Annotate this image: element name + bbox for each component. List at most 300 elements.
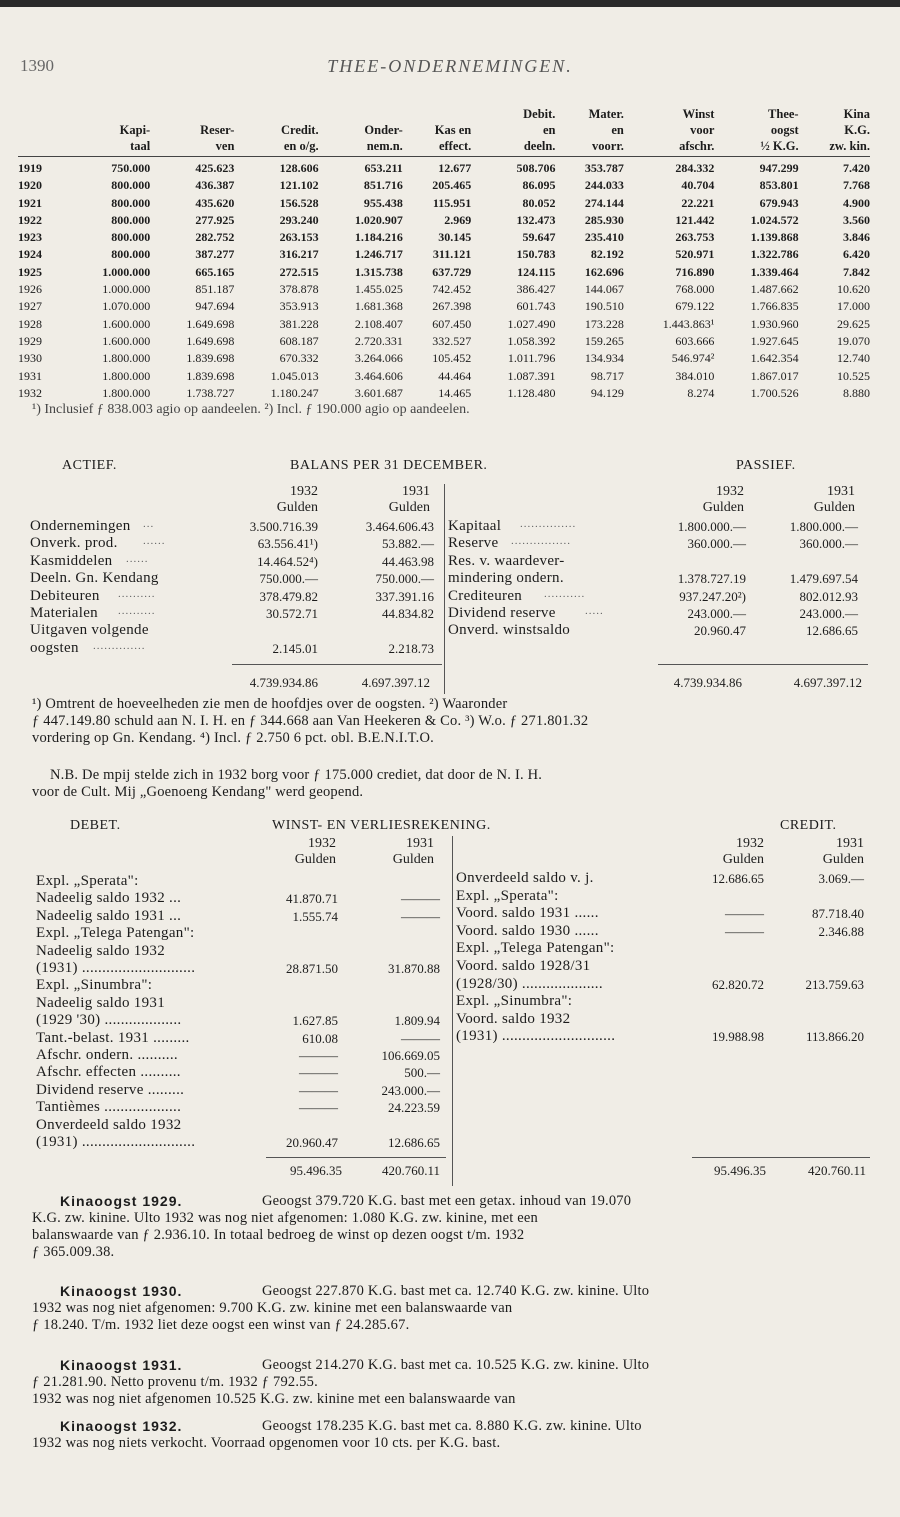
- column-header: afschr.: [624, 138, 715, 157]
- debet-label: Tantièmes ...................: [36, 1099, 182, 1116]
- debet-value-1931: 12.686.65: [388, 1135, 440, 1150]
- debet-label: (1931) ............................: [36, 1134, 196, 1150]
- passief-label: Reserve: [448, 535, 499, 552]
- debet-value-1932: ———: [299, 1048, 338, 1063]
- column-header: nem.n.: [319, 138, 403, 157]
- value-cell: 1.020.907: [354, 212, 403, 227]
- value-cell: 134.934: [584, 351, 624, 366]
- statistics-table: [18, 106, 870, 402]
- value-cell: 277.925: [195, 212, 235, 227]
- debet-value-1931: 500.—: [404, 1065, 440, 1081]
- leader-dots: ......: [143, 535, 166, 548]
- column-header: oogst: [770, 123, 799, 137]
- debet-label: Dividend reserve .........: [36, 1081, 185, 1098]
- passief-label: Dividend reserve: [448, 605, 556, 621]
- value-cell: 1.738.727: [186, 385, 235, 400]
- year-cell: 1932: [18, 385, 42, 400]
- value-cell: 750.000: [111, 161, 151, 175]
- value-cell: 1.443.863¹: [662, 316, 715, 331]
- leader-dots: ...........: [544, 587, 586, 600]
- actief-label: Kasmiddelen: [30, 552, 113, 569]
- credit-label: Voord. saldo 1932: [456, 1010, 571, 1027]
- value-cell: 205.465: [432, 178, 472, 193]
- credit-col-1932: 1932 Gulden: [722, 836, 764, 867]
- credit-total-1931: 420.760.11: [807, 1163, 866, 1178]
- value-cell: 332.527: [432, 333, 472, 348]
- credit-label: Voord. saldo 1930 ......: [456, 922, 599, 939]
- year-cell: 1930: [18, 351, 42, 366]
- leader-dots: ..........: [118, 587, 156, 600]
- value-cell: 285.930: [584, 212, 624, 227]
- statistics-row: [18, 385, 870, 402]
- value-cell: 190.510: [584, 299, 624, 314]
- credit-value-1932: ———: [725, 906, 764, 922]
- value-cell: 1.024.572: [750, 212, 799, 227]
- column-header: ½ K.G.: [714, 138, 798, 157]
- value-cell: 121.442: [675, 212, 715, 227]
- kina-line: Geoogst 227.870 K.G. bast met ca. 12.740 K.G. zw. kinine. Ulto: [262, 1283, 650, 1299]
- credit-label: Voord. saldo 1928/31: [456, 958, 591, 974]
- passief-value-1932: 1.800.000.—: [677, 519, 746, 534]
- passief-value-1932: 937.247.20²): [679, 588, 746, 604]
- value-cell: 7.842: [843, 264, 870, 279]
- debet-label: Afschr. effecten ..........: [36, 1064, 181, 1081]
- passief-value-1931: 243.000.—: [799, 606, 858, 621]
- credit-label: Expl. „Telega Patengan":: [456, 940, 615, 957]
- debet-value-1932: 20.960.47: [286, 1135, 338, 1150]
- credit-value-1932: 62.820.72: [712, 976, 764, 992]
- statistics-row: [18, 195, 870, 212]
- value-cell: 144.067: [584, 282, 624, 297]
- value-cell: 44.464: [438, 368, 472, 383]
- value-cell: 853.801: [759, 178, 799, 193]
- value-cell: 1.000.000: [102, 264, 151, 279]
- value-cell: 22.221: [681, 195, 715, 210]
- leader-dots: ..............: [93, 639, 146, 652]
- value-cell: 156.528: [279, 195, 319, 210]
- value-cell: 1.839.698: [186, 368, 235, 383]
- passief-value-1932: 1.378.727.19: [677, 571, 746, 587]
- value-cell: 4.900: [843, 195, 870, 210]
- statistics-header-row: [18, 138, 870, 157]
- pl-right-title: CREDIT.: [780, 818, 837, 833]
- actief-label: Uitgaven volgende: [30, 622, 149, 639]
- value-cell: 128.606: [279, 161, 319, 175]
- kina-line: ƒ 21.281.90. Netto provenu t/m. 1932 ƒ 792.55.: [32, 1374, 318, 1390]
- column-header: Credit.: [280, 123, 319, 137]
- column-header: [66, 106, 150, 122]
- statistics-row: [18, 212, 870, 229]
- value-cell: 947.694: [195, 299, 235, 314]
- debet-value-1931: ———: [401, 891, 440, 907]
- debet-value-1932: 41.870.71: [286, 891, 338, 907]
- debet-total-rule: [266, 1157, 446, 1158]
- value-cell: 94.129: [590, 385, 624, 400]
- credit-label: (1931) ............................: [456, 1028, 616, 1045]
- passief-value-1931: 12.686.65: [806, 623, 858, 639]
- passief-label: Kapitaal: [448, 518, 502, 534]
- credit-value-1932: 12.686.65: [712, 871, 764, 886]
- column-header: en: [542, 123, 556, 137]
- value-cell: 1.058.392: [507, 333, 556, 348]
- value-cell: 124.115: [517, 264, 556, 279]
- column-header: effect.: [403, 138, 471, 157]
- leader-dots: ...............: [520, 518, 577, 530]
- value-cell: 608.187: [279, 333, 319, 348]
- statistics-row: [18, 246, 870, 263]
- debet-value-1932: 1.555.74: [292, 908, 338, 924]
- year-cell: 1920: [18, 178, 42, 193]
- kina-line: 1932 was nog niet afgenomen: 9.700 K.G. zw. kinine met een balanswaarde van: [32, 1300, 513, 1316]
- passief-value-1932: 360.000.—: [687, 536, 746, 552]
- leader-dots: ................: [511, 535, 571, 548]
- value-cell: 8.274: [687, 385, 715, 400]
- leader-dots: ..........: [118, 605, 156, 617]
- kina-line: 1932 was nog niets verkocht. Voorraad opgenomen voor 10 cts. per K.G. bast.: [32, 1435, 501, 1451]
- value-cell: 800.000: [111, 178, 151, 193]
- value-cell: 3.464.606: [354, 368, 403, 383]
- debet-label: Expl. „Sinumbra":: [36, 977, 153, 994]
- value-cell: 82.192: [590, 247, 624, 262]
- value-cell: 670.332: [279, 351, 319, 366]
- value-cell: 1.766.835: [750, 299, 799, 314]
- value-cell: 311.121: [432, 247, 472, 262]
- value-cell: 30.145: [438, 230, 472, 245]
- balance-title: BALANS PER 31 DECEMBER.: [290, 458, 488, 473]
- value-cell: 159.265: [584, 333, 624, 348]
- value-cell: 1.681.368: [354, 299, 403, 314]
- pl-left-title: DEBET.: [70, 818, 121, 833]
- value-cell: 387.277: [195, 247, 235, 262]
- column-header: Mater.: [588, 107, 624, 121]
- value-cell: 1.600.000: [102, 316, 151, 331]
- debet-label: (1929 '30) ...................: [36, 1012, 182, 1029]
- value-cell: 1.487.662: [750, 282, 799, 297]
- value-cell: 1.455.025: [354, 282, 403, 297]
- debet-value-1932: 1.627.85: [292, 1013, 338, 1029]
- value-cell: 263.753: [675, 230, 715, 245]
- value-cell: 851.716: [363, 178, 403, 193]
- credit-label: Voord. saldo 1931 ......: [456, 905, 599, 922]
- value-cell: 665.165: [195, 264, 235, 279]
- value-cell: 1.246.717: [354, 247, 403, 262]
- value-cell: 3.601.687: [354, 385, 403, 400]
- year-cell: 1919: [18, 161, 42, 175]
- passief-total-1932: 4.739.934.86: [673, 675, 742, 690]
- value-cell: 637.729: [432, 264, 472, 279]
- value-cell: 1.045.013: [270, 368, 319, 383]
- value-cell: 520.971: [675, 247, 715, 262]
- leader-dots: ...: [143, 518, 155, 530]
- debet-value-1931: 1.809.94: [394, 1013, 440, 1029]
- debet-value-1931: 106.669.05: [381, 1048, 440, 1063]
- value-cell: 284.332: [675, 161, 715, 175]
- page-number: 1390: [20, 56, 54, 75]
- value-cell: 386.427: [516, 282, 556, 297]
- debet-value-1932: ———: [299, 1082, 338, 1098]
- actief-value-1931: 337.391.16: [375, 588, 434, 604]
- value-cell: 86.095: [522, 178, 556, 193]
- actief-value-1932: 2.145.01: [272, 640, 318, 656]
- statistics-row: [18, 298, 870, 315]
- kina-heading: Kinaoogst 1932.: [60, 1418, 183, 1434]
- value-cell: 381.228: [279, 316, 319, 331]
- value-cell: 353.913: [279, 299, 319, 314]
- column-header: ven: [150, 138, 234, 157]
- column-header: [18, 122, 66, 138]
- statistics-footnote: ¹) Inclusief ƒ 838.003 agio op aandeelen. ²) Incl. ƒ 190.000 agio op aandeelen.: [32, 402, 470, 417]
- year-cell: 1931: [18, 368, 42, 383]
- kina-heading: Kinaoogst 1930.: [60, 1283, 183, 1299]
- value-cell: 105.452: [432, 351, 472, 366]
- value-cell: 6.420: [843, 247, 870, 262]
- value-cell: 274.144: [584, 195, 624, 210]
- actief-value-1932: 750.000.—: [259, 571, 318, 587]
- value-cell: 1.322.786: [750, 247, 799, 262]
- column-header: Thee-: [768, 107, 799, 121]
- kina-line: ƒ 18.240. T/m. 1932 liet deze oogst een winst van ƒ 24.285.67.: [32, 1317, 410, 1333]
- actief-label: Debiteuren: [30, 587, 100, 604]
- passief-col-1931: 1931 Gulden: [813, 484, 855, 515]
- value-cell: 7.768: [843, 178, 870, 193]
- value-cell: 679.943: [759, 195, 799, 210]
- column-header: [234, 106, 318, 122]
- debet-label: Tant.-belast. 1931 .........: [36, 1029, 190, 1046]
- pl-divider: [452, 836, 453, 1186]
- value-cell: 1.839.698: [186, 351, 235, 366]
- nb-line-1: N.B. De mpij stelde zich in 1932 borg voor ƒ 175.000 crediet, dat door de N. I. H.: [50, 767, 543, 783]
- debet-label: Nadeelig saldo 1931 ...: [36, 907, 182, 924]
- value-cell: 1.315.738: [354, 264, 403, 279]
- debet-value-1932: 610.08: [302, 1030, 338, 1046]
- value-cell: 1.800.000: [102, 385, 151, 400]
- nb-line-2: voor de Cult. Mij „Goenoeng Kendang" werd geopend.: [32, 784, 364, 800]
- column-header: voorr.: [555, 138, 623, 157]
- top-edge: [0, 0, 900, 7]
- passief-value-1932: 20.960.47: [694, 623, 746, 639]
- debet-label: Nadeelig saldo 1931: [36, 994, 166, 1011]
- value-cell: 955.438: [363, 195, 403, 210]
- actief-label: oogsten: [30, 639, 79, 656]
- value-cell: 947.299: [759, 161, 799, 175]
- passief-label: Crediteuren: [448, 587, 523, 604]
- credit-total-1932: 95.496.35: [714, 1163, 766, 1178]
- value-cell: 2.108.407: [354, 316, 403, 331]
- value-cell: 59.647: [522, 230, 556, 245]
- value-cell: 1.800.000: [102, 368, 151, 383]
- value-cell: 293.240: [279, 212, 319, 227]
- actief-value-1932: 378.479.82: [259, 588, 318, 604]
- value-cell: 1.867.017: [750, 368, 799, 383]
- credit-value-1932: ———: [725, 923, 764, 939]
- value-cell: 1.800.000: [102, 351, 151, 366]
- value-cell: 800.000: [111, 195, 151, 210]
- statistics-row: [18, 157, 870, 178]
- column-header: Winst: [682, 107, 715, 121]
- value-cell: 1.128.480: [507, 385, 556, 400]
- year-cell: 1922: [18, 212, 42, 227]
- value-cell: 263.153: [279, 230, 319, 245]
- value-cell: 603.666: [675, 333, 715, 348]
- value-cell: 10.525: [837, 368, 870, 383]
- value-cell: 3.560: [843, 212, 870, 227]
- page-title: THEE-ONDERNEMINGEN.: [327, 56, 573, 76]
- passief-label: mindering ondern.: [448, 570, 564, 587]
- value-cell: 12.740: [837, 351, 870, 366]
- leader-dots: .....: [585, 605, 604, 617]
- value-cell: 768.000: [675, 282, 715, 297]
- year-cell: 1929: [18, 333, 42, 348]
- statistics-row: [18, 316, 870, 333]
- actief-col-1932: 1932 Gulden: [276, 484, 318, 515]
- year-cell: 1925: [18, 264, 42, 279]
- debet-label: (1931) ............................: [36, 960, 196, 976]
- credit-label: Expl. „Sinumbra":: [456, 993, 573, 1010]
- kina-line: 1932 was nog niet afgenomen 10.525 K.G. zw. kinine met een balanswaarde van: [32, 1391, 516, 1407]
- balance-footnote-3: vordering op Gn. Kendang. ⁴) Incl. ƒ 2.750 6 pct. obl. B.E.N.I.T.O.: [32, 730, 434, 746]
- year-cell: 1927: [18, 299, 42, 314]
- value-cell: 115.951: [432, 195, 472, 210]
- debet-value-1931: 31.870.88: [388, 961, 440, 976]
- value-cell: 162.696: [584, 264, 624, 279]
- column-header: K.G.: [844, 123, 870, 137]
- value-cell: 679.122: [675, 299, 715, 314]
- actief-label: Onverk. prod.: [30, 535, 118, 552]
- balance-left-title: ACTIEF.: [62, 458, 117, 473]
- value-cell: 1.139.868: [750, 230, 799, 245]
- actief-value-1932: 30.572.71: [266, 606, 318, 621]
- passief-value-1931: 802.012.93: [799, 588, 858, 604]
- value-cell: 2.969: [444, 212, 472, 227]
- debet-value-1931: ———: [401, 1030, 440, 1046]
- actief-value-1931: 44.463.98: [382, 553, 434, 569]
- year-cell: 1926: [18, 282, 42, 297]
- column-header: [18, 138, 66, 157]
- value-cell: 435.620: [195, 195, 235, 210]
- kina-heading: Kinaoogst 1931.: [60, 1357, 183, 1373]
- statistics-header-row: [18, 122, 870, 138]
- value-cell: 7.420: [843, 161, 870, 175]
- value-cell: 150.783: [516, 247, 556, 262]
- credit-value-1932: 19.988.98: [712, 1029, 764, 1045]
- value-cell: 800.000: [111, 247, 151, 262]
- value-cell: 653.211: [364, 161, 403, 175]
- value-cell: 1.184.216: [354, 230, 403, 245]
- debet-col-1932: 1932 Gulden: [294, 836, 336, 867]
- value-cell: 851.187: [195, 282, 235, 297]
- actief-col-1931: 1931 Gulden: [388, 484, 430, 515]
- value-cell: 2.720.331: [354, 333, 403, 348]
- debet-label: Afschr. ondern. ..........: [36, 1047, 178, 1063]
- value-cell: 1.027.490: [507, 316, 556, 331]
- column-header: Debit.: [523, 107, 556, 121]
- value-cell: 1.927.645: [750, 333, 799, 348]
- value-cell: 1.070.000: [102, 299, 151, 314]
- passief-col-1932: 1932 Gulden: [702, 484, 744, 515]
- credit-total-rule: [692, 1157, 870, 1158]
- column-header: [403, 106, 471, 122]
- year-cell: 1924: [18, 247, 42, 262]
- value-cell: 1.011.796: [507, 351, 556, 366]
- value-cell: 10.620: [837, 282, 870, 297]
- debet-label: Nadeelig saldo 1932: [36, 942, 166, 959]
- column-header: Reser-: [200, 123, 235, 137]
- value-cell: 384.010: [675, 368, 715, 383]
- value-cell: 17.000: [837, 299, 870, 314]
- credit-label: (1928/30) ....................: [456, 975, 603, 992]
- debet-label: Onverdeeld saldo 1932: [36, 1116, 182, 1133]
- value-cell: 508.706: [516, 161, 556, 175]
- debet-value-1932: ———: [299, 1065, 338, 1081]
- pl-title: WINST- EN VERLIESREKENING.: [272, 818, 491, 833]
- column-header: voor: [690, 123, 715, 137]
- value-cell: 1.600.000: [102, 333, 151, 348]
- column-header: [150, 106, 234, 122]
- value-cell: 12.677: [438, 161, 472, 175]
- debet-value-1932: 28.871.50: [286, 961, 338, 976]
- kina-line: Geoogst 379.720 K.G. bast met een getax. inhoud van 19.070: [262, 1193, 632, 1209]
- leader-dots: ......: [126, 552, 149, 565]
- value-cell: 267.398: [432, 299, 472, 314]
- debet-col-1931: 1931 Gulden: [392, 836, 434, 867]
- credit-label: Expl. „Sperata":: [456, 887, 559, 904]
- year-cell: 1921: [18, 195, 42, 210]
- value-cell: 80.052: [522, 195, 556, 210]
- debet-label: Expl. „Sperata":: [36, 873, 139, 889]
- credit-col-1931: 1931 Gulden: [822, 836, 864, 867]
- debet-label: Expl. „Telega Patengan":: [36, 925, 195, 942]
- actief-value-1931: 44.834.82: [382, 606, 434, 621]
- value-cell: 425.623: [195, 161, 235, 175]
- value-cell: 1.087.391: [507, 368, 556, 383]
- actief-total-rule: [232, 664, 442, 665]
- credit-label: Onverdeeld saldo v. j.: [456, 870, 594, 886]
- actief-value-1931: 750.000.—: [375, 571, 434, 587]
- column-header: deeln.: [471, 138, 555, 157]
- passief-value-1932: 243.000.—: [687, 606, 746, 621]
- value-cell: 98.717: [590, 368, 624, 383]
- debet-label: Nadeelig saldo 1932 ...: [36, 890, 182, 907]
- debet-value-1931: ———: [401, 908, 440, 924]
- value-cell: 272.515: [279, 264, 319, 279]
- year-cell: 1923: [18, 230, 42, 245]
- value-cell: 800.000: [111, 230, 151, 245]
- credit-value-1931: 213.759.63: [805, 976, 864, 992]
- value-cell: 3.846: [843, 230, 870, 245]
- value-cell: 14.465: [438, 385, 472, 400]
- actief-value-1932: 14.464.52⁴): [257, 553, 318, 569]
- passief-value-1931: 1.800.000.—: [789, 519, 858, 534]
- column-header: taal: [66, 138, 150, 157]
- passief-value-1931: 1.479.697.54: [789, 571, 858, 587]
- kina-line: ƒ 365.009.38.: [32, 1244, 115, 1260]
- year-cell: 1928: [18, 316, 42, 331]
- actief-label: Materialen: [30, 605, 98, 621]
- balance-right-title: PASSIEF.: [736, 458, 796, 473]
- passief-total-rule: [658, 664, 868, 665]
- value-cell: 800.000: [111, 212, 151, 227]
- statistics-row: [18, 229, 870, 246]
- column-header: Kapi-: [119, 123, 151, 137]
- value-cell: 607.450: [432, 316, 472, 331]
- balance-divider: [444, 484, 445, 694]
- column-header: [319, 106, 403, 122]
- debet-total-1931: 420.760.11: [381, 1163, 440, 1178]
- passief-value-1931: 360.000.—: [799, 536, 858, 552]
- column-header: Onder-: [364, 123, 403, 137]
- value-cell: 1.700.526: [750, 385, 799, 400]
- value-cell: 3.264.066: [354, 351, 403, 366]
